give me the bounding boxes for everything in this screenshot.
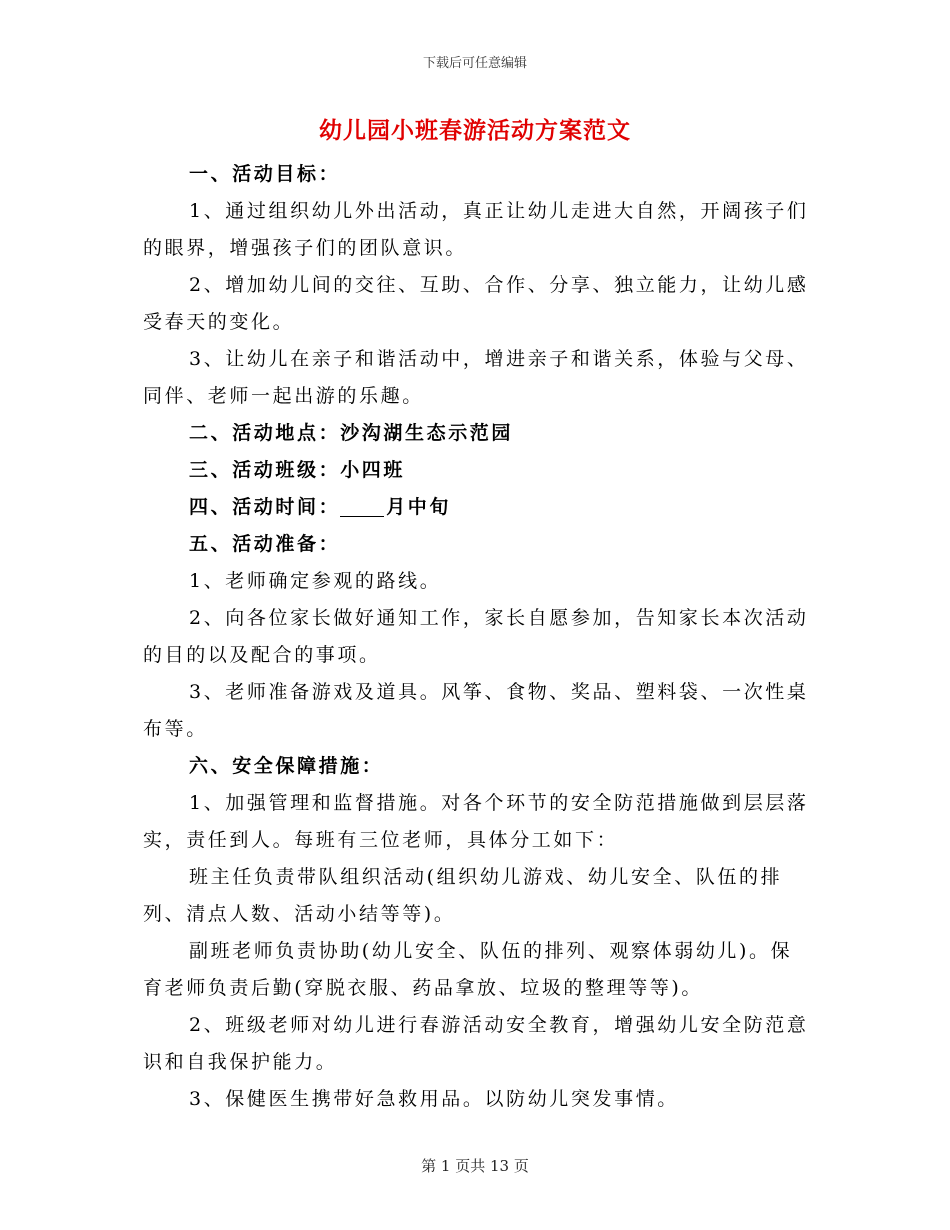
section-heading-place: 二、活动地点：沙沟湖生态示范园 (189, 422, 514, 444)
safety-item-3: 3、保健医生携带好急救用品。以防幼儿突发事情。 (189, 1088, 679, 1110)
section-heading-safety: 六、安全保障措施： (189, 755, 384, 777)
section-heading-goals: 一、活动目标： (189, 163, 341, 185)
safety-item-1: 1、加强管理和监督措施。对各个环节的安全防范措施做到层层落实，责任到人。每班有三位老师，具体分工如下： (143, 792, 809, 851)
prep-item-1: 1、老师确定参观的路线。 (189, 570, 442, 592)
prep-item-3: 3、老师准备游戏及道具。风筝、食物、奖品、塑料袋、一次性桌布等。 (143, 681, 809, 740)
time-value: 月中旬 (386, 496, 452, 518)
goal-item-2: 2、增加幼儿间的交往、互助、合作、分享、独立能力，让幼儿感受春天的变化。 (143, 274, 809, 333)
prep-item-2: 2、向各位家长做好通知工作，家长自愿参加，告知家长本次活动的目的以及配合的事项。 (143, 607, 809, 666)
safety-item-1b: 副班老师负责协助(幼儿安全、队伍的排列、观察体弱幼儿)。保育老师负责后勤(穿脱衣服、药品拿放、垃圾的整理等等)。 (143, 940, 793, 999)
document-title: 幼儿园小班春游活动方案范文 (319, 117, 631, 144)
page-header: 下载后可任意编辑 (422, 56, 527, 71)
page-footer: 第 1 页共 13 页 (421, 1157, 529, 1175)
time-label: 四、活动时间： (189, 496, 341, 518)
safety-item-2: 2、班级老师对幼儿进行春游活动安全教育，增强幼儿安全防范意识和自我保护能力。 (143, 1014, 809, 1073)
goal-item-3: 3、让幼儿在亲子和谐活动中，增进亲子和谐关系，体验与父母、同伴、老师一起出游的乐趣。 (143, 348, 809, 407)
safety-item-1a: 班主任负责带队组织活动(组织幼儿游戏、幼儿安全、队伍的排列、清点人数、活动小结等等)。 (143, 866, 783, 925)
time-blank-line (340, 496, 384, 517)
goal-item-1: 1、通过组织幼儿外出活动，真正让幼儿走进大自然，开阔孩子们的眼界，增强孩子们的团队意识。 (143, 200, 809, 259)
section-heading-time (143, 489, 811, 526)
section-heading-preparation: 五、活动准备： (189, 533, 341, 555)
document-body (143, 156, 811, 1118)
section-heading-class: 三、活动班级：小四班 (189, 459, 406, 481)
